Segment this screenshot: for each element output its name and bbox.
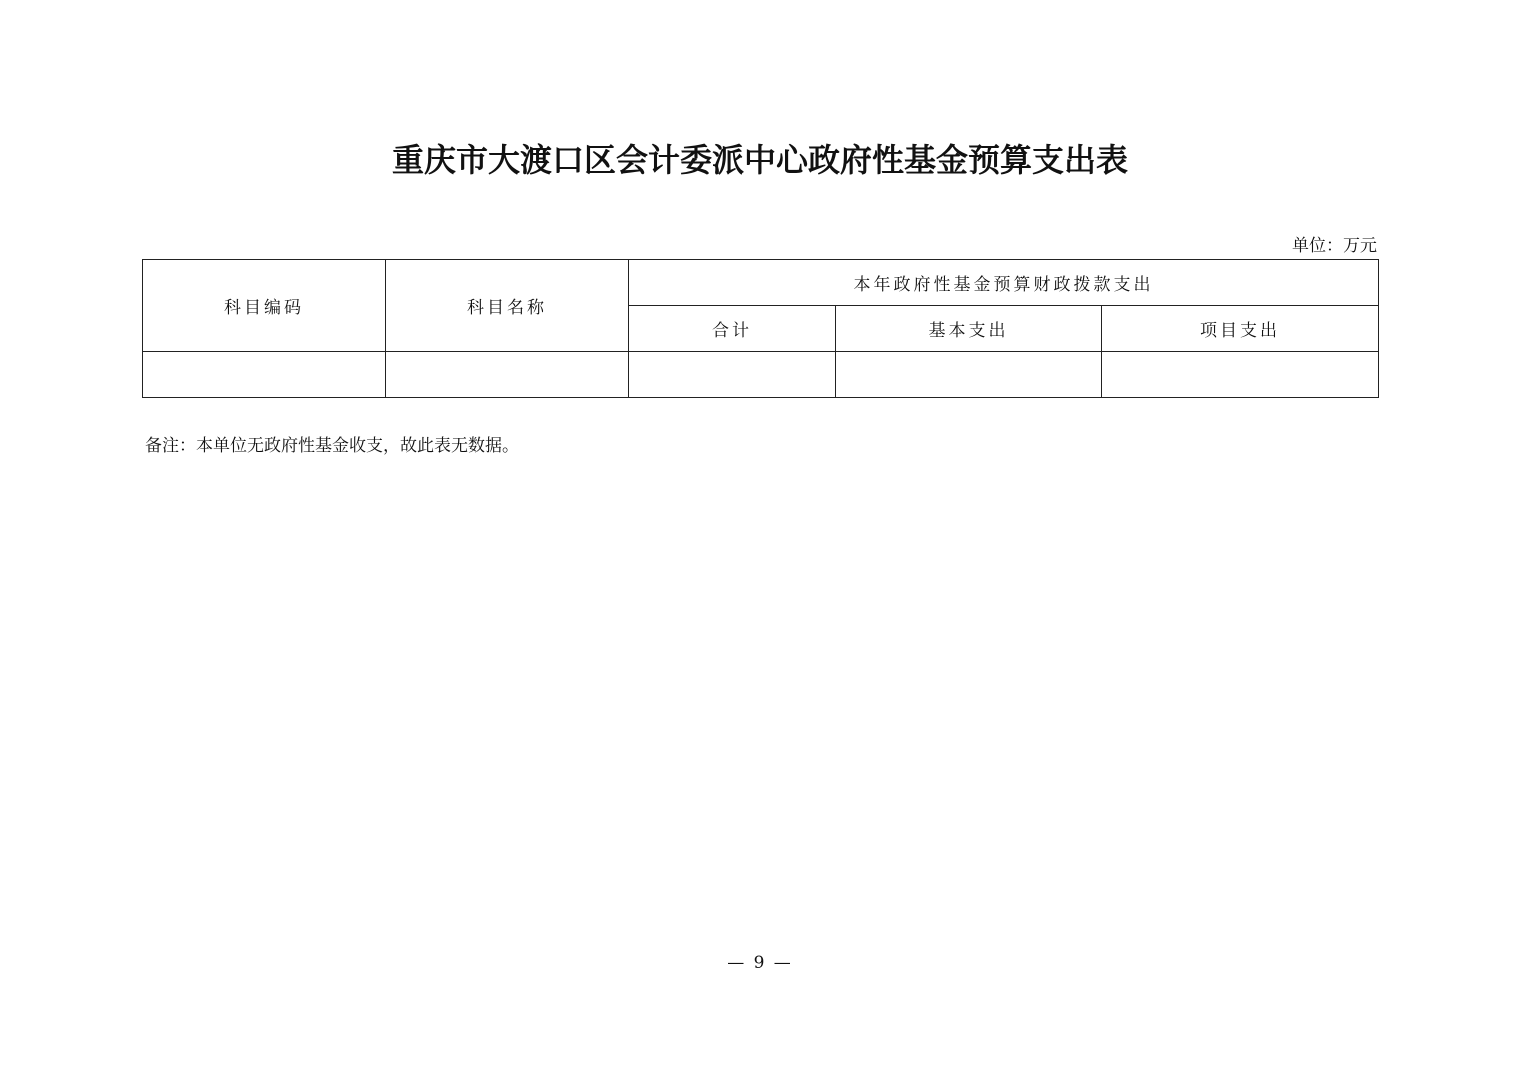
page-number: — 9 — [727,953,793,973]
cell-project-expenditure [1102,352,1379,398]
unit-label: 单位：万元 [1292,236,1377,256]
header-subject-code: 科目编码 [143,260,386,352]
cell-basic-expenditure [836,352,1102,398]
budget-expenditure-table [142,259,1379,398]
header-project-expenditure: 项目支出 [1102,306,1379,352]
cell-subject-code [143,352,386,398]
table-row [143,352,1379,398]
header-expenditure-group: 本年政府性基金预算财政拨款支出 [629,260,1379,306]
table-note: 备注：本单位无政府性基金收支，故此表无数据。 [145,436,519,456]
header-total: 合计 [629,306,836,352]
header-basic-expenditure: 基本支出 [836,306,1102,352]
cell-subject-name [386,352,629,398]
cell-total [629,352,836,398]
table-header-row [143,260,1379,306]
page-title: 重庆市大渡口区会计委派中心政府性基金预算支出表 [391,141,1128,179]
header-subject-name: 科目名称 [386,260,629,352]
